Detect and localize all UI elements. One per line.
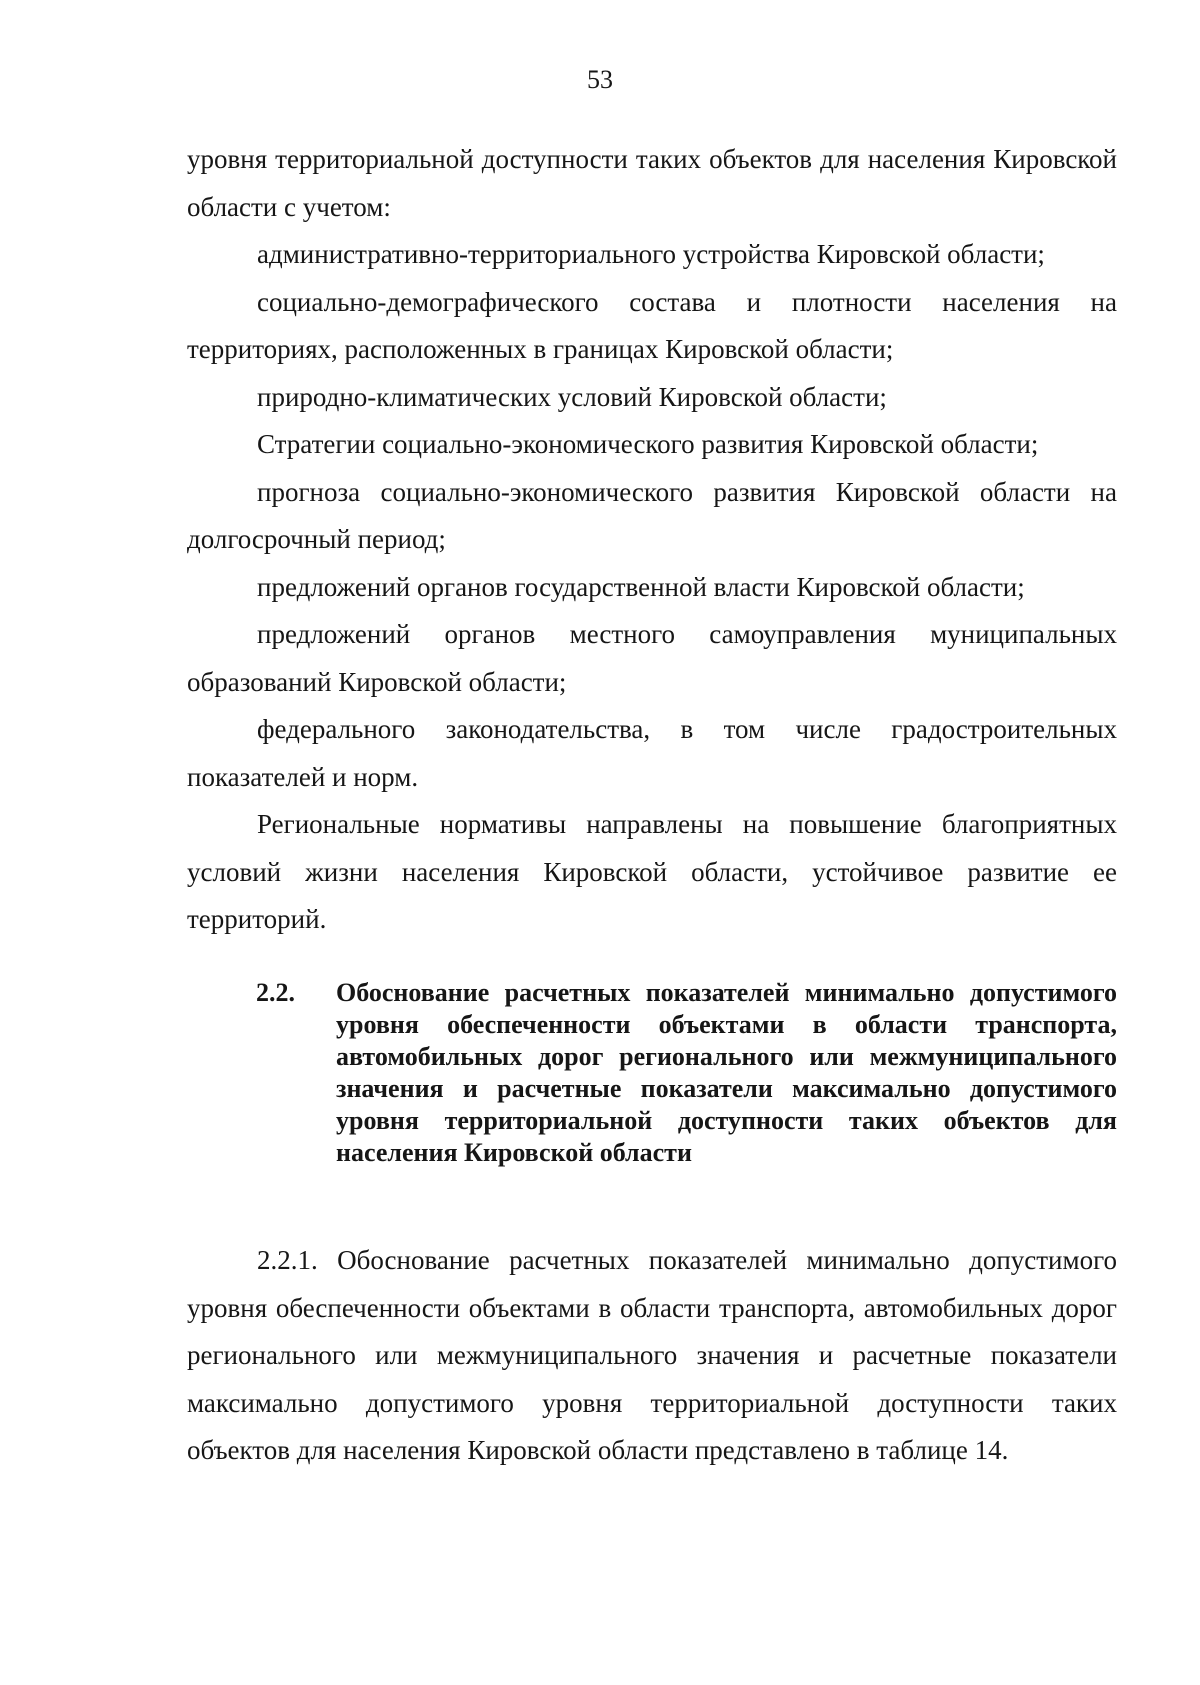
list-item-climate: природно-климатических условий Кировской области; [257, 381, 887, 412]
list-item-admin-territorial: административно-территориального устройства Кировской области; [257, 239, 1045, 269]
list-item-forecast: прогноза социально-экономического развития Кировской области на долгосрочный период; [187, 476, 1117, 554]
subsection-text [187, 1237, 1117, 1475]
section-number: 2.2. [256, 978, 295, 1007]
list-item-municipal-proposals: предложений органов местного самоуправления муниципальных образований Кировской области; [187, 619, 1117, 697]
list-item-socio-demographic: социально-демографического состава и плотности населения на территориях, расположенных в границах Кировской области; [187, 286, 1117, 364]
main-text [187, 136, 1117, 944]
list-item-federal-law: федерального законодательства, в том числе градостроительных показателей и норм. [187, 714, 1117, 792]
paragraph-regional-norms: Региональные нормативы направлены на повышение благоприятных условий жизни населения Кировской области, устойчивое развитие ее территорий. [187, 809, 1117, 934]
list-item-strategy: Стратегии социально-экономического развития Кировской области; [257, 429, 1039, 459]
paragraph-2-2-1: 2.2.1. Обоснование расчетных показателей минимально допустимого уровня обеспеченности объектами в области транспорта, автомобильных дорог регионального или межмуниципального значения и расчетные показатели максимально допустимого уровня территориальной доступности таких объектов для населения Кировской области представлено в таблице 14. [187, 1245, 1117, 1465]
section-title: Обоснование расчетных показателей минимально допустимого уровня обеспеченности объектами в области транспорта, автомобильных дорог регионального или межмуниципального значения и расчетные показатели максимально допустимого уровня территориальной доступности таких объектов для населения Кировской области [336, 978, 1117, 1167]
paragraph-continuation: уровня территориальной доступности таких объектов для населения Кировской области с учетом: [187, 144, 1117, 222]
list-item-state-proposals: предложений органов государственной власти Кировской области; [257, 571, 1025, 602]
page-number: 53 [587, 65, 613, 94]
